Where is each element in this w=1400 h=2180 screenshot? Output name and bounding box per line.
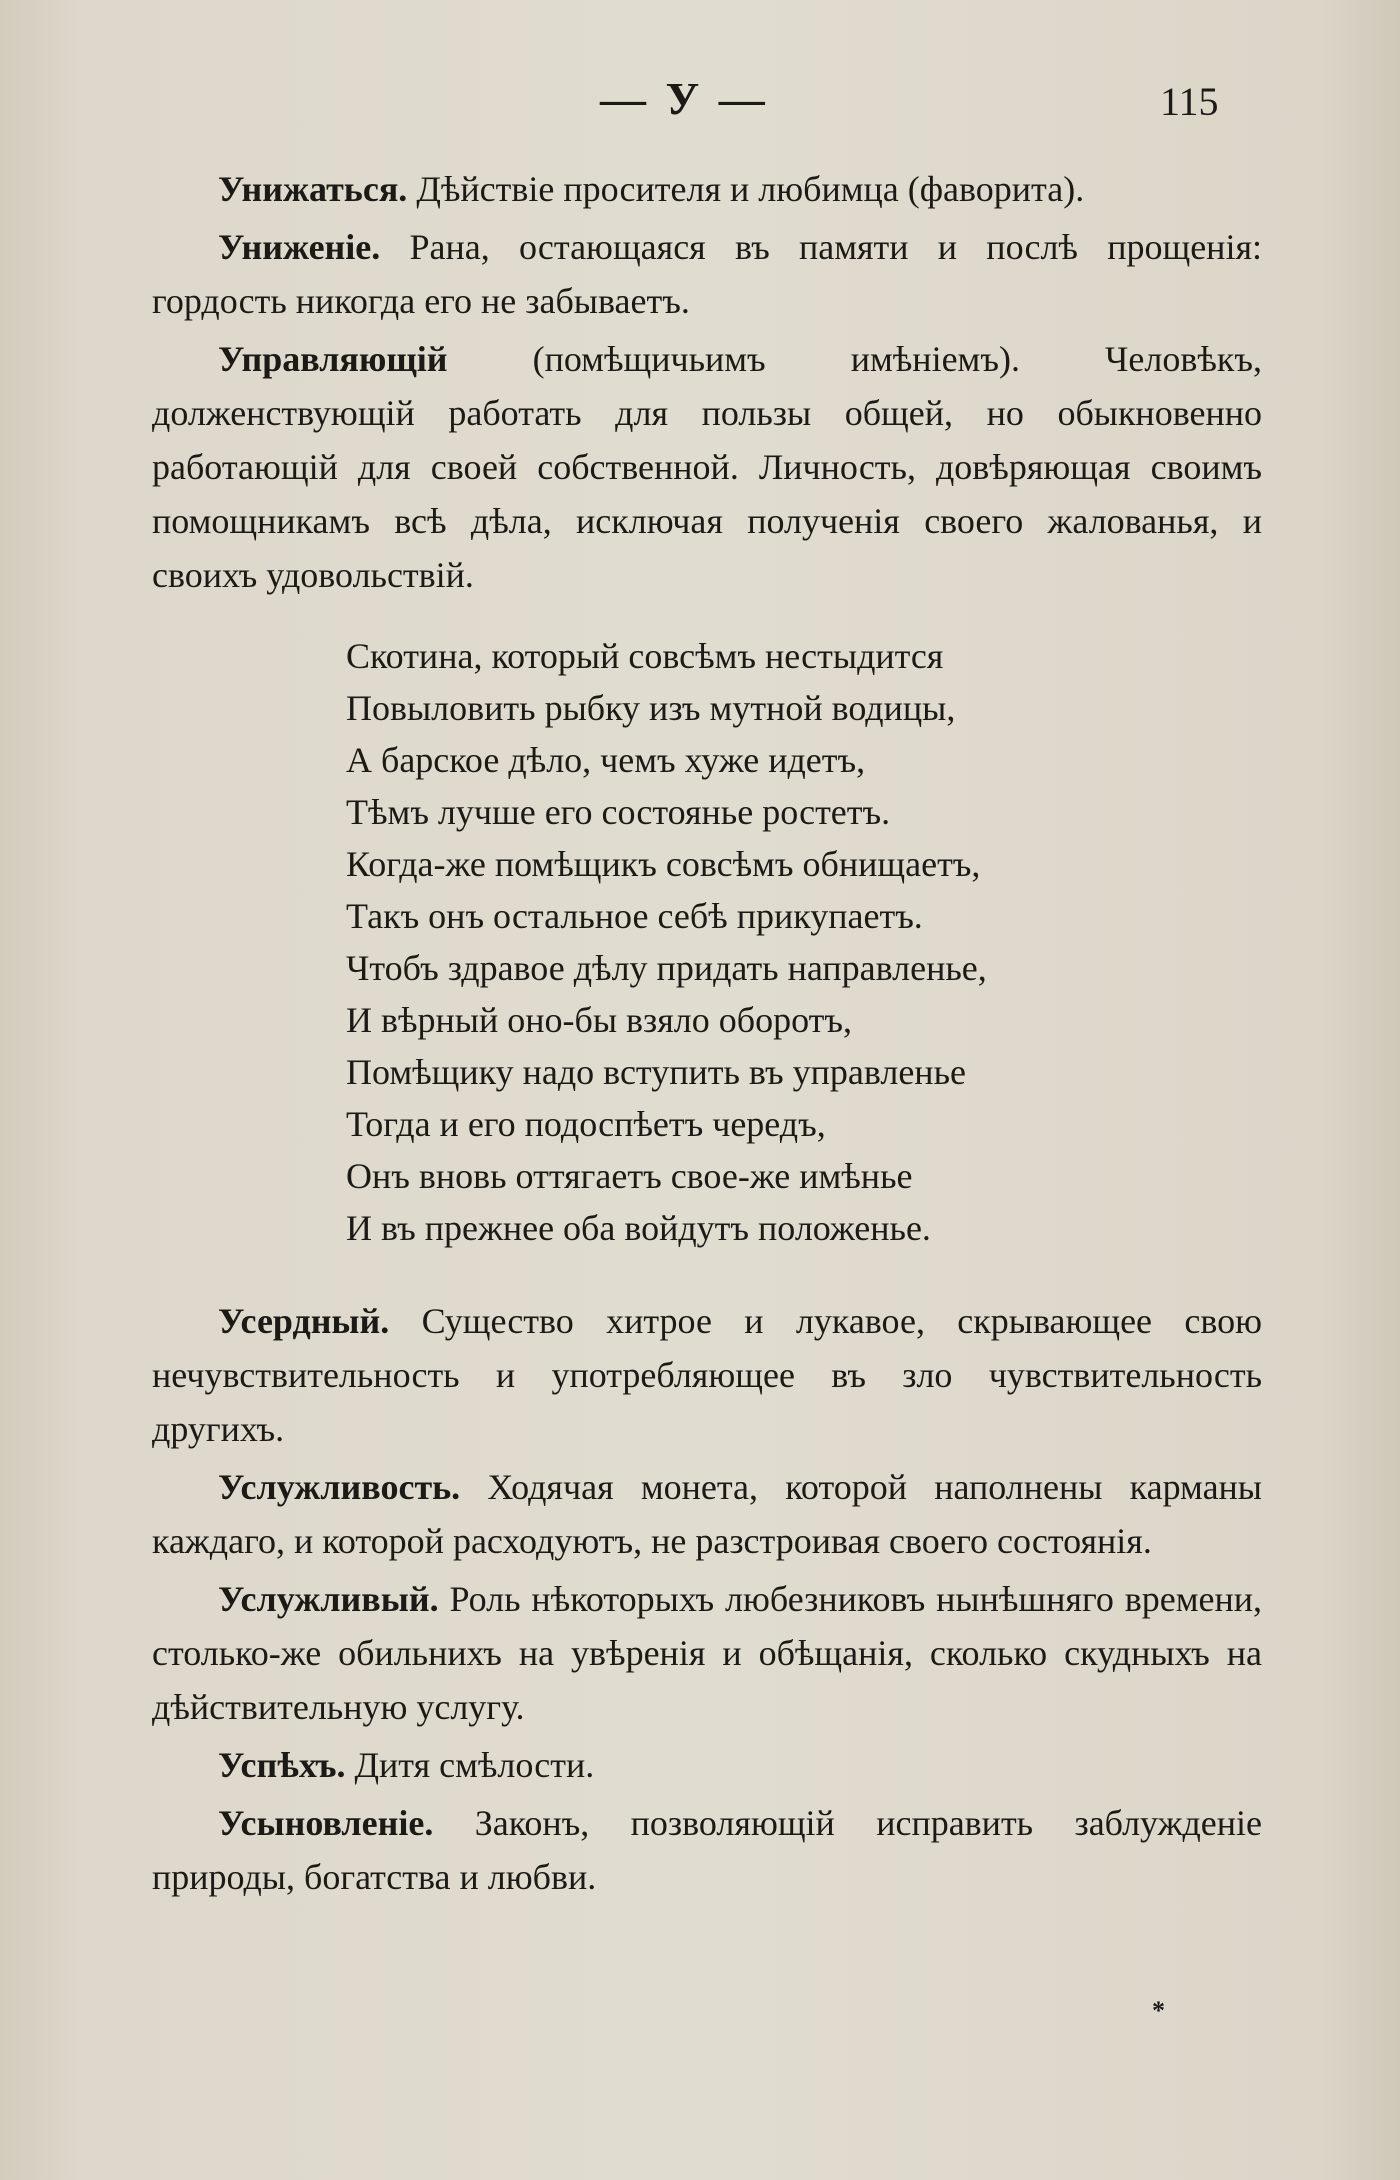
entry-usluzhlivost (152, 1460, 1262, 1568)
entry-term: Унижаться. (218, 169, 408, 209)
entry-definition: Дѣйствіе просителя и любимца (фаворита). (407, 169, 1085, 209)
verse-line: Скотина, который совсѣмъ нестыдится (346, 636, 944, 676)
entry-unizhenie (152, 220, 1262, 328)
page-number: 115 (1160, 79, 1219, 124)
entry-definition: Законъ, позволяющій исправить заблужденіе природы, богатства и любви. (152, 1803, 1262, 1897)
entry-term: Униженіе. (218, 227, 381, 267)
dictionary-entries (152, 162, 1262, 1908)
verse-line: А барское дѣло, чемъ хуже идетъ, (346, 740, 866, 780)
entry-upravlyayushchiy (152, 332, 1262, 602)
running-head: — У — (600, 73, 769, 124)
entry-unizhatsya (152, 162, 1262, 216)
entry-term: Усыновленіе. (218, 1803, 434, 1843)
entry-userdnyy (152, 1294, 1262, 1456)
entry-usynovlenie (152, 1796, 1262, 1904)
entry-definition: (помѣщичьимъ имѣніемъ). Человѣкъ, долженствующій работать для пользы общей, но обыкновенно работающій для своей собственной. Личность, довѣряющая своимъ помощникамъ всѣ дѣла, исключая полученія своего жалованья, и своихъ удовольствій. (152, 339, 1262, 595)
verse-line: И вѣрный оно-бы взяло оборотъ, (346, 1000, 852, 1040)
entry-usluzhlivyy (152, 1572, 1262, 1734)
verse-line: Тѣмъ лучше его состоянье ростетъ. (346, 792, 891, 832)
page-header (0, 72, 1400, 132)
entry-term: Управляющій (218, 339, 448, 379)
entry-definition: Роль нѣкоторыхъ любезниковъ нынѣшняго времени, столько-же обильнихъ на увѣренія и обѣщанія, сколько скудныхъ на дѣйствительную услугу. (152, 1579, 1262, 1727)
verse-block (346, 630, 1262, 1254)
verse-line: И въ прежнее оба войдутъ положенье. (346, 1208, 931, 1248)
entry-term: Усердный. (218, 1301, 390, 1341)
verse-line: Чтобъ здравое дѣлу придать направленье, (346, 948, 987, 988)
verse-line: Когда-же помѣщикъ совсѣмъ обнищаетъ, (346, 844, 981, 884)
verse-line: Тогда и его подоспѣетъ чередъ, (346, 1104, 826, 1144)
entry-term: Услужливость. (218, 1467, 461, 1507)
verse-line: Онъ вновь оттягаетъ свое-же имѣнье (346, 1156, 913, 1196)
entry-uspekh (152, 1738, 1262, 1792)
verse-line: Помѣщику надо вступить въ управленье (346, 1052, 966, 1092)
entry-term: Услужливый. (218, 1579, 439, 1619)
entry-definition: Ходячая монета, которой наполнены карманы каждаго, и которой расходуютъ, не разстроивая своего состоянія. (152, 1467, 1262, 1561)
entry-definition: Существо хитрое и лукавое, скрывающее свою нечувствительность и употребляющее въ зло чувствительность другихъ. (152, 1301, 1262, 1449)
printer-mark: * (1152, 1996, 1165, 2025)
verse-line: Такъ онъ остальное себѣ прикупаетъ. (346, 896, 923, 936)
entry-term: Успѣхъ. (218, 1745, 346, 1785)
verse-line: Повыловить рыбку изъ мутной водицы, (346, 688, 956, 728)
entry-definition: Дитя смѣлости. (345, 1745, 595, 1785)
entry-definition: Рана, остающаяся въ памяти и послѣ прощенія: гордость никогда его не забываетъ. (152, 227, 1262, 321)
